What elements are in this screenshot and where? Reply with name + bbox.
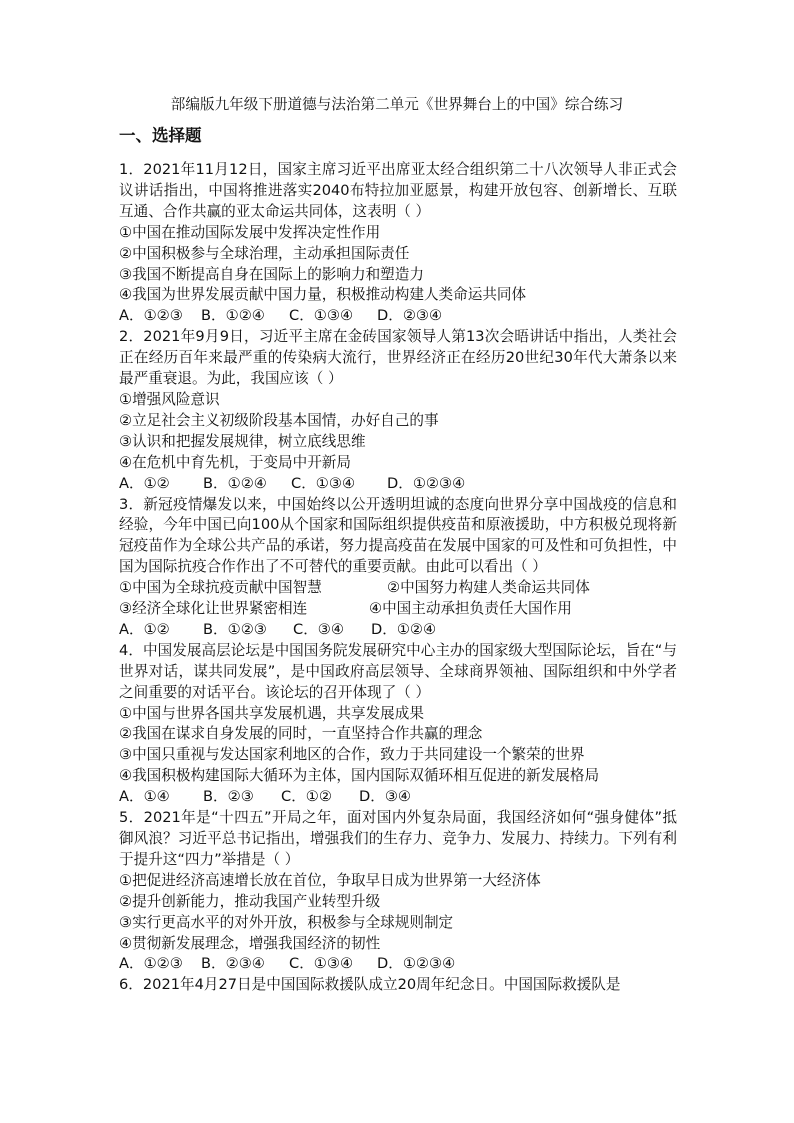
question-5-options [119, 954, 677, 975]
question-1-stem: 1．2021年11月12日，国家主席习近平出席亚太经合组织第二十八次领导人非正式会议讲话指出，中国将推进落实2040布特拉加亚愿景，构建开放包容、创新增长、互联互通、合作共赢的亚太命运共同体，这表明（ ） [119, 161, 677, 220]
question-2-item: ④在危机中育先机，于变局中开新局 [119, 453, 351, 471]
option-b: B．①②③ [203, 620, 267, 638]
question-3-items-row-1 [119, 578, 677, 599]
section-heading: 一、选择题 [119, 126, 202, 145]
document-title: 部编版九年级下册道德与法治第二单元《世界舞台上的中国》综合练习 [170, 96, 624, 113]
question-2-item: ②立足社会主义初级阶段基本国情，办好自己的事 [119, 411, 439, 429]
question-3-items-row-2 [119, 599, 677, 620]
question-5-stem: 5．2021年是“十四五”开局之年，面对国内外复杂局面，我国经济如何“强身健体”抵御风浪？习近平总书记指出，增强我们的生存力、竞争力、发展力、持续力。下列有利于提升这“四力”举措是（ ） [119, 809, 677, 868]
option-c: C．③④ [293, 620, 344, 638]
question-5-item: ③实行更高水平的对外开放，积极参与全球规则制定 [119, 913, 454, 931]
option-d: D．①②④ [371, 620, 437, 638]
option-a: A．①② [119, 474, 170, 492]
question-1-item: ①中国在推动国际发展中发挥决定性作用 [119, 223, 381, 241]
question-4-item: ③中国只重视与发达国家利地区的合作，致力于共同建设一个繁荣的世界 [119, 746, 585, 764]
question-5-item: ①把促进经济高速增长放在首位，争取早日成为世界第一大经济体 [119, 871, 541, 889]
question-3-options [119, 620, 677, 641]
question-list [119, 160, 677, 996]
question-1-options [119, 306, 677, 327]
question-4-item: ②我国在谋求自身发展的同时，一直坚持合作共赢的理念 [119, 725, 483, 743]
option-d: D．①②③④ [377, 955, 456, 973]
question-1-item: ③我国不断提高自身在国际上的影响力和塑造力 [119, 265, 424, 283]
option-b: B．②③④ [201, 955, 265, 973]
option-d: D．①②③④ [387, 474, 466, 492]
option-b: B．②③ [203, 788, 254, 806]
option-c: C．①③④ [289, 307, 354, 325]
question-3-item: ①中国为全球抗疫贡献中国智慧 [119, 579, 322, 597]
option-c: C．①③④ [289, 955, 354, 973]
option-a: A．①②③ [119, 955, 183, 973]
question-6-stem: 6．2021年4月27日是中国国际救援队成立20周年纪念日。中国国际救援队是 [119, 976, 621, 994]
option-a: A．①②③ [119, 307, 183, 325]
question-3-item: ②中国努力构建人类命运共同体 [387, 579, 590, 597]
question-2-stem: 2．2021年9月9日，习近平主席在金砖国家领导人第13次会晤讲话中指出，人类社会正在经历百年来最严重的传染病大流行，世界经济正在经历20世纪30年代大萧条以来最严重衰退。为此，我国应该（ ） [119, 328, 677, 388]
question-2-item: ①增强风险意识 [119, 390, 220, 408]
question-4-stem: 4．中国发展高层论坛是中国国务院发展研究中心主办的国家级大型国际论坛，旨在“与世界对话，谋共同发展”，是中国政府高层领导、全球商界领袖、国际组织和中外学者之间重要的对话平台。该论坛的召开体现了（ ） [119, 641, 677, 701]
option-d: D．③④ [359, 788, 411, 806]
question-4-options [119, 787, 677, 808]
question-2-item: ③认识和把握发展规律，树立底线思维 [119, 432, 366, 450]
option-a: A．①④ [119, 788, 170, 806]
question-3-item: ③经济全球化让世界紧密相连 [119, 600, 308, 618]
question-1-item: ②中国积极参与全球治理，主动承担国际责任 [119, 244, 410, 262]
option-b: B．①②④ [203, 474, 267, 492]
option-c: C．①③④ [291, 474, 356, 492]
option-c: C．①② [281, 788, 332, 806]
question-4-item: ①中国与世界各国共享发展机遇，共享发展成果 [119, 704, 424, 722]
question-5-item: ④贯彻新发展理念，增强我国经济的韧性 [119, 934, 381, 952]
option-d: D．②③④ [377, 307, 443, 325]
question-1-item: ④我国为世界发展贡献中国力量，积极推动构建人类命运共同体 [119, 286, 527, 304]
option-a: A．①② [119, 620, 170, 638]
question-4-item: ④我国积极构建国际大循环为主体，国内国际双循环相互促进的新发展格局 [119, 767, 600, 785]
option-b: B．①②④ [201, 307, 265, 325]
question-5-item: ②提升创新能力，推动我国产业转型升级 [119, 892, 381, 910]
question-3-item: ④中国主动承担负责任大国作用 [369, 600, 572, 618]
question-3-stem: 3．新冠疫情爆发以来，中国始终以公开透明坦诚的态度向世界分享中国战疫的信息和经验，今年中国已向100从个国家和国际组织提供疫苗和原液援助，中方积极兑现将新冠疫苗作为全球公共产品的承诺，努力提高疫苗在发展中国家的可及性和可负担性，中国为国际抗疫合作作出了不可替代的重要贡献。由此可以看出（ ） [119, 495, 677, 576]
question-2-options [119, 474, 677, 495]
